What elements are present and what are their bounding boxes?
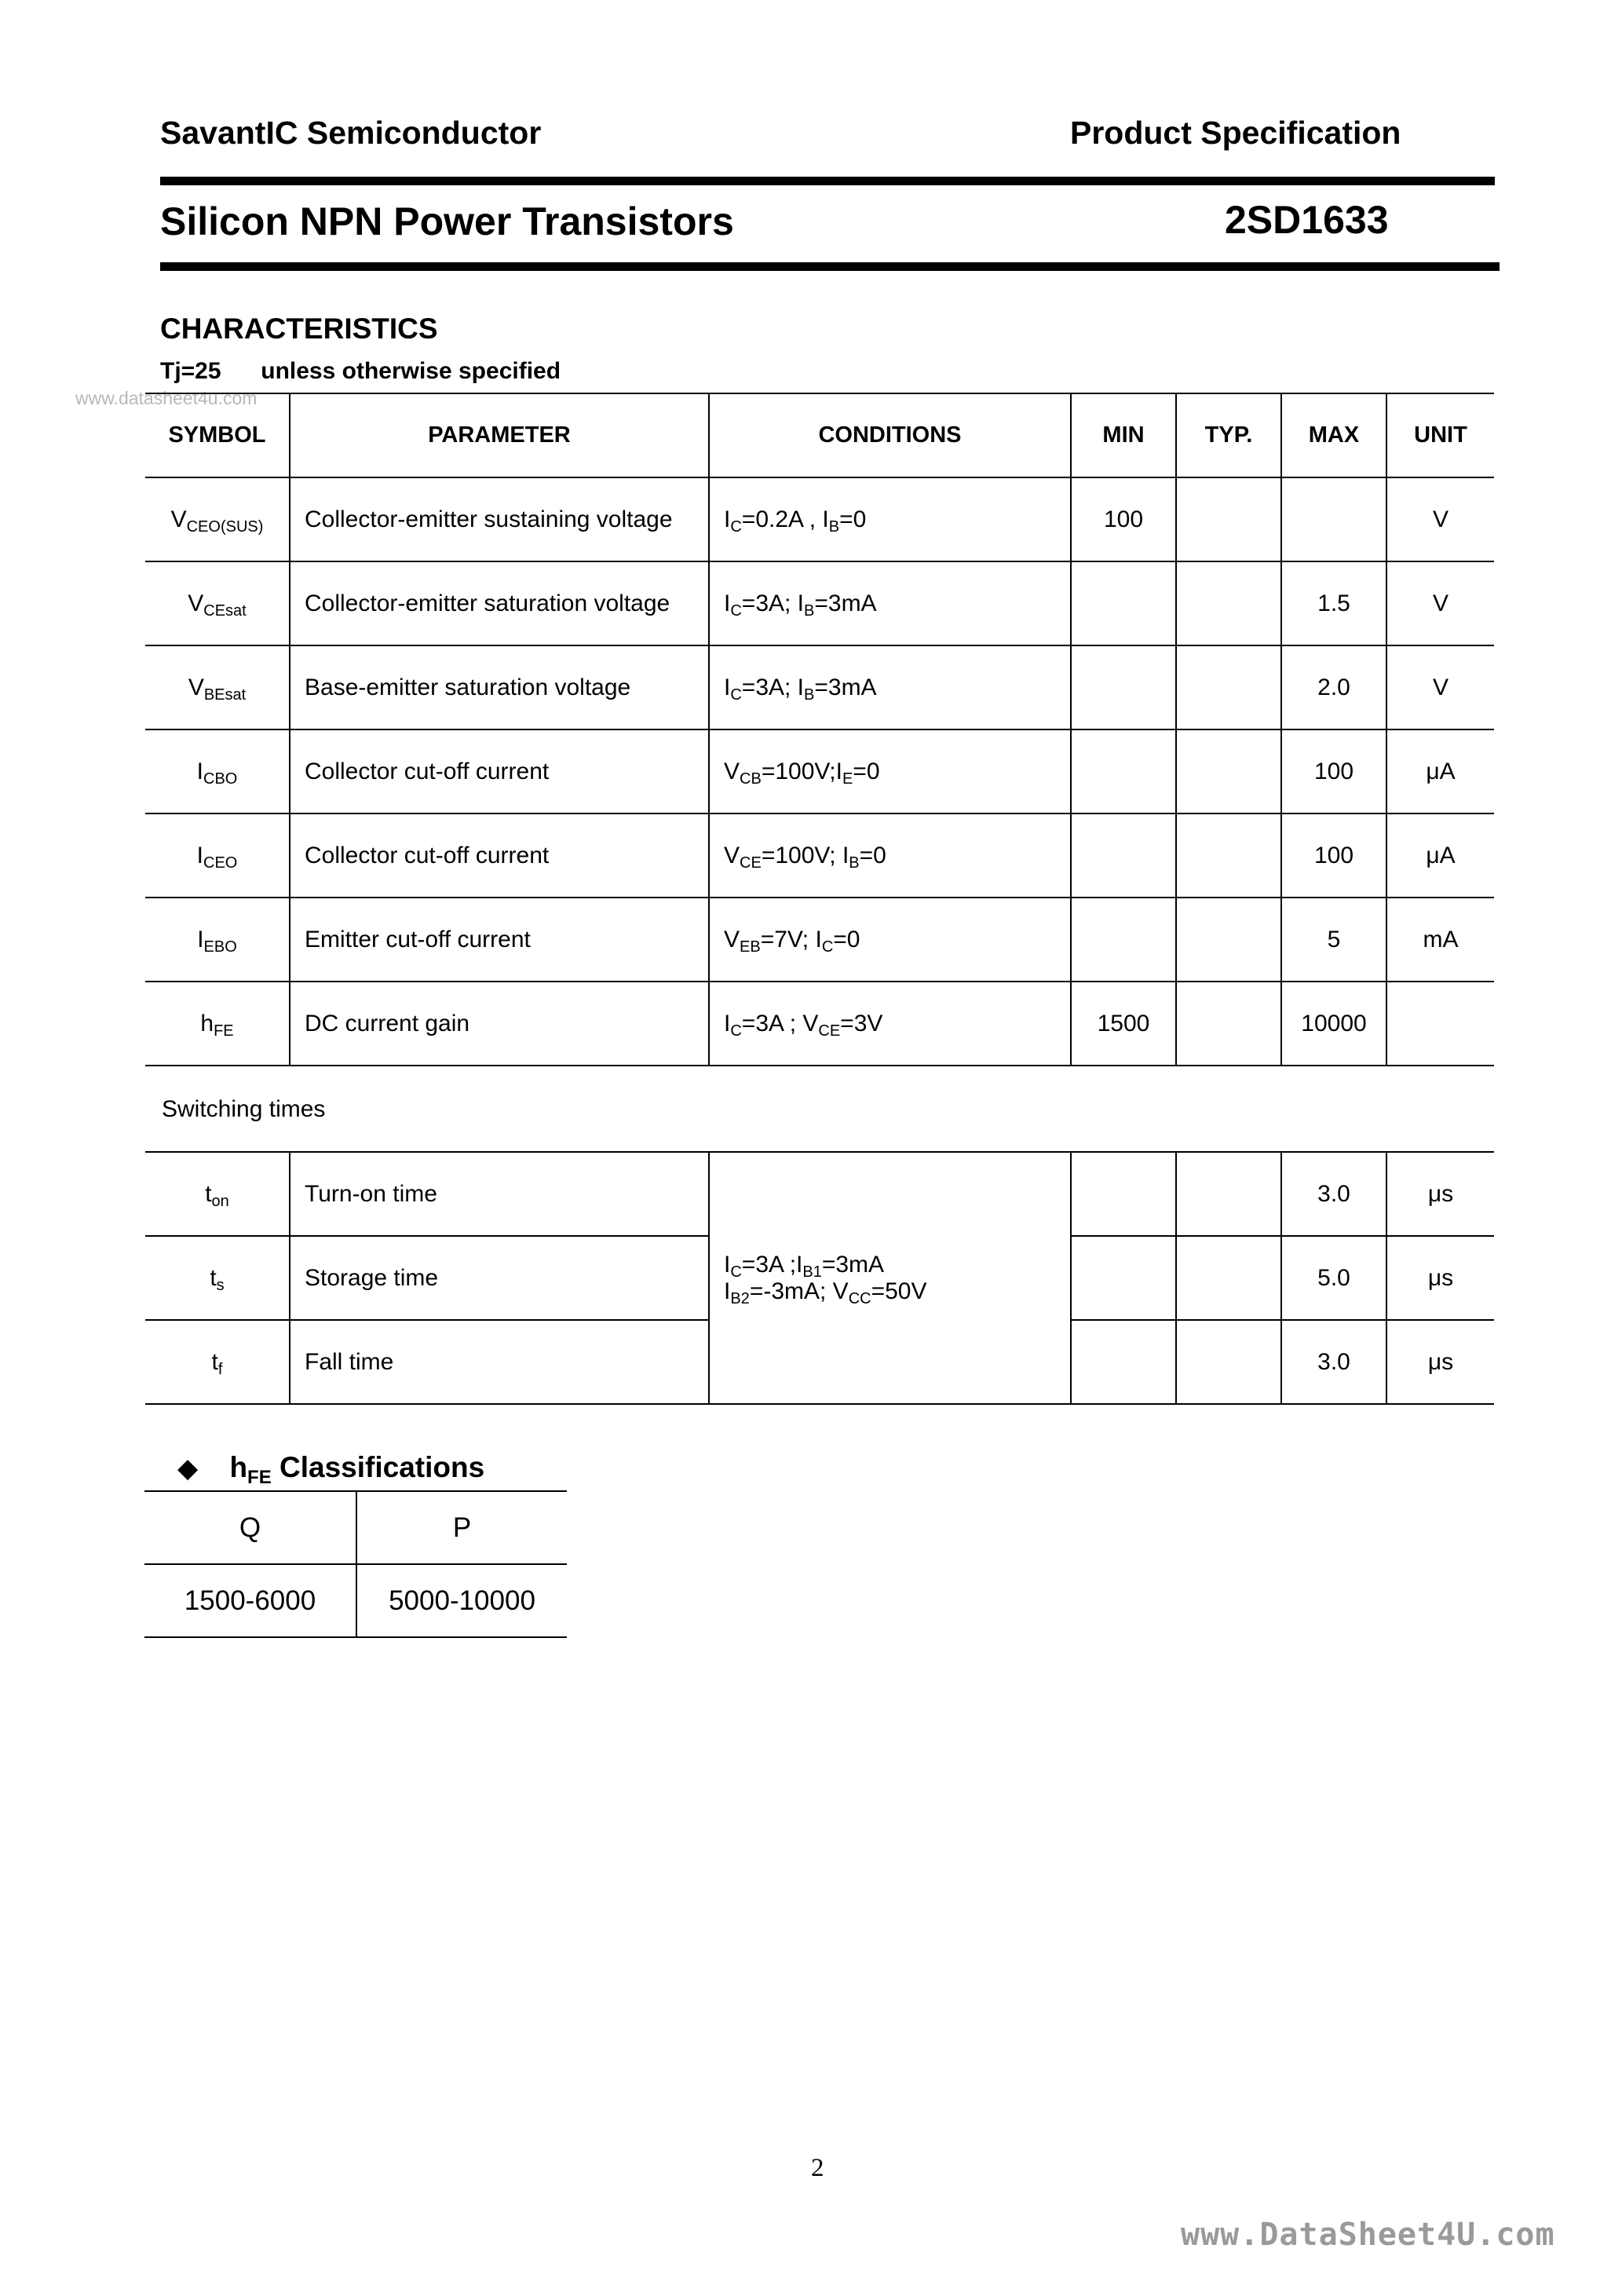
classification-header-p: P (356, 1491, 567, 1564)
switching-symbol: $t_s$ (145, 1236, 290, 1320)
header-rule-bottom (160, 262, 1500, 271)
classification-value-row (144, 1564, 567, 1637)
typ-cell (1176, 982, 1281, 1066)
classification-title: ◆ $h_{FE}$ Classifications (177, 1451, 485, 1488)
switching-max: 5.0 (1281, 1236, 1386, 1320)
unit-cell: μA (1386, 813, 1494, 898)
switching-parameter: Storage time (290, 1236, 709, 1320)
table-row (145, 645, 1494, 729)
temperature-condition-value: Tj=25 (160, 358, 221, 384)
unit-cell: V (1386, 561, 1494, 645)
page-number: 2 (811, 2154, 824, 2182)
typ-cell (1176, 813, 1281, 898)
classification-table (144, 1490, 567, 1638)
symbol-cell: $V_{CEO(SUS)}$ (145, 477, 290, 561)
typ-cell (1176, 898, 1281, 982)
parameter-cell: Base-emitter saturation voltage (290, 645, 709, 729)
conditions-cell: $V_{CE}=100V$; $I_B=0$ (709, 813, 1071, 898)
symbol-cell: $h_{FE}$ (145, 982, 290, 1066)
part-number: 2SD1633 (1225, 198, 1389, 242)
max-cell: 5 (1281, 898, 1386, 982)
header-typ: TYP. (1176, 393, 1281, 477)
unit-cell (1386, 982, 1494, 1066)
switching-min (1071, 1152, 1176, 1236)
switching-unit: μs (1386, 1236, 1494, 1320)
characteristics-table (145, 393, 1494, 1066)
switching-typ (1176, 1236, 1281, 1320)
unit-cell: μA (1386, 729, 1494, 813)
company-name: SavantIC Semiconductor (160, 115, 542, 151)
max-cell: 1.5 (1281, 561, 1386, 645)
conditions-cell: $V_{CB}=100V;I_E=0$ (709, 729, 1071, 813)
conditions-cell: $I_C=3A$; $I_B=3mA$ (709, 645, 1071, 729)
table-row (145, 729, 1494, 813)
document-type: Product Specification (1070, 115, 1401, 151)
min-cell (1071, 561, 1176, 645)
switching-parameter: Turn-on time (290, 1152, 709, 1236)
conditions-cell: $I_C=3A$ ; $V_{CE}=3V$ (709, 982, 1071, 1066)
header-max: MAX (1281, 393, 1386, 477)
switching-min (1071, 1320, 1176, 1404)
table-row (145, 813, 1494, 898)
conditions-cell: $V_{EB}=7V$; $I_C=0$ (709, 898, 1071, 982)
temperature-condition (160, 358, 561, 385)
typ-cell (1176, 561, 1281, 645)
table-row (145, 982, 1494, 1066)
classification-value-q: 1500-6000 (144, 1564, 356, 1637)
parameter-cell: Emitter cut-off current (290, 898, 709, 982)
parameter-cell: Collector-emitter sustaining voltage (290, 477, 709, 561)
unit-cell: V (1386, 477, 1494, 561)
max-cell: 2.0 (1281, 645, 1386, 729)
switching-times-label: Switching times (162, 1096, 326, 1122)
symbol-cell: $I_{CBO}$ (145, 729, 290, 813)
header-symbol: SYMBOL (145, 393, 290, 477)
conditions-cell: $I_C=3A$; $I_B=3mA$ (709, 561, 1071, 645)
symbol-cell: $I_{CEO}$ (145, 813, 290, 898)
switching-typ (1176, 1152, 1281, 1236)
parameter-cell: Collector cut-off current (290, 729, 709, 813)
symbol-cell: $I_{EBO}$ (145, 898, 290, 982)
symbol-cell: $V_{BEsat}$ (145, 645, 290, 729)
typ-cell (1176, 729, 1281, 813)
unit-cell: mA (1386, 898, 1494, 982)
symbol-cell: $V_{CEsat}$ (145, 561, 290, 645)
typ-cell (1176, 477, 1281, 561)
min-cell (1071, 645, 1176, 729)
footer-watermark: www.DataSheet4U.com (1181, 2217, 1555, 2253)
switching-table (145, 1151, 1494, 1405)
classification-header-q: Q (144, 1491, 356, 1564)
table-row (145, 477, 1494, 561)
min-cell: 1500 (1071, 982, 1176, 1066)
parameter-cell: Collector-emitter saturation voltage (290, 561, 709, 645)
unit-cell: V (1386, 645, 1494, 729)
min-cell (1071, 898, 1176, 982)
classification-value-p: 5000-10000 (356, 1564, 567, 1637)
switching-unit: μs (1386, 1152, 1494, 1236)
table-row (145, 1152, 1494, 1236)
min-cell (1071, 813, 1176, 898)
table-header-row (145, 393, 1494, 477)
watermark-top: www.datasheet4u.com (75, 388, 258, 408)
max-cell: 10000 (1281, 982, 1386, 1066)
switching-symbol: $t_{on}$ (145, 1152, 290, 1236)
switching-max: 3.0 (1281, 1320, 1386, 1404)
classification-header-row (144, 1491, 567, 1564)
parameter-cell: Collector cut-off current (290, 813, 709, 898)
header-rule-top (160, 177, 1495, 185)
product-line: Silicon NPN Power Transistors (160, 199, 734, 243)
header-parameter: PARAMETER (290, 393, 709, 477)
switching-unit: μs (1386, 1320, 1494, 1404)
switching-min (1071, 1236, 1176, 1320)
typ-cell (1176, 645, 1281, 729)
switching-conditions: $I_C=3A$ $;I_{B1}=3mA$ $I_{B2}=-3mA$; $V_{CC}=50V$ (709, 1152, 1071, 1404)
diamond-bullet-icon: ◆ (177, 1453, 199, 1483)
header-conditions: CONDITIONS (709, 393, 1071, 477)
max-cell (1281, 477, 1386, 561)
parameter-cell: DC current gain (290, 982, 709, 1066)
max-cell: 100 (1281, 813, 1386, 898)
switching-max: 3.0 (1281, 1152, 1386, 1236)
min-cell: 100 (1071, 477, 1176, 561)
conditions-cell: $I_C=0.2A$ , $I_B=0$ (709, 477, 1071, 561)
switching-typ (1176, 1320, 1281, 1404)
switching-parameter: Fall time (290, 1320, 709, 1404)
table-row (145, 561, 1494, 645)
header-unit: UNIT (1386, 393, 1494, 477)
max-cell: 100 (1281, 729, 1386, 813)
section-title: CHARACTERISTICS (160, 313, 438, 345)
table-row (145, 898, 1494, 982)
switching-symbol: $t_f$ (145, 1320, 290, 1404)
header-min: MIN (1071, 393, 1176, 477)
temperature-condition-suffix: unless otherwise specified (261, 358, 561, 384)
min-cell (1071, 729, 1176, 813)
